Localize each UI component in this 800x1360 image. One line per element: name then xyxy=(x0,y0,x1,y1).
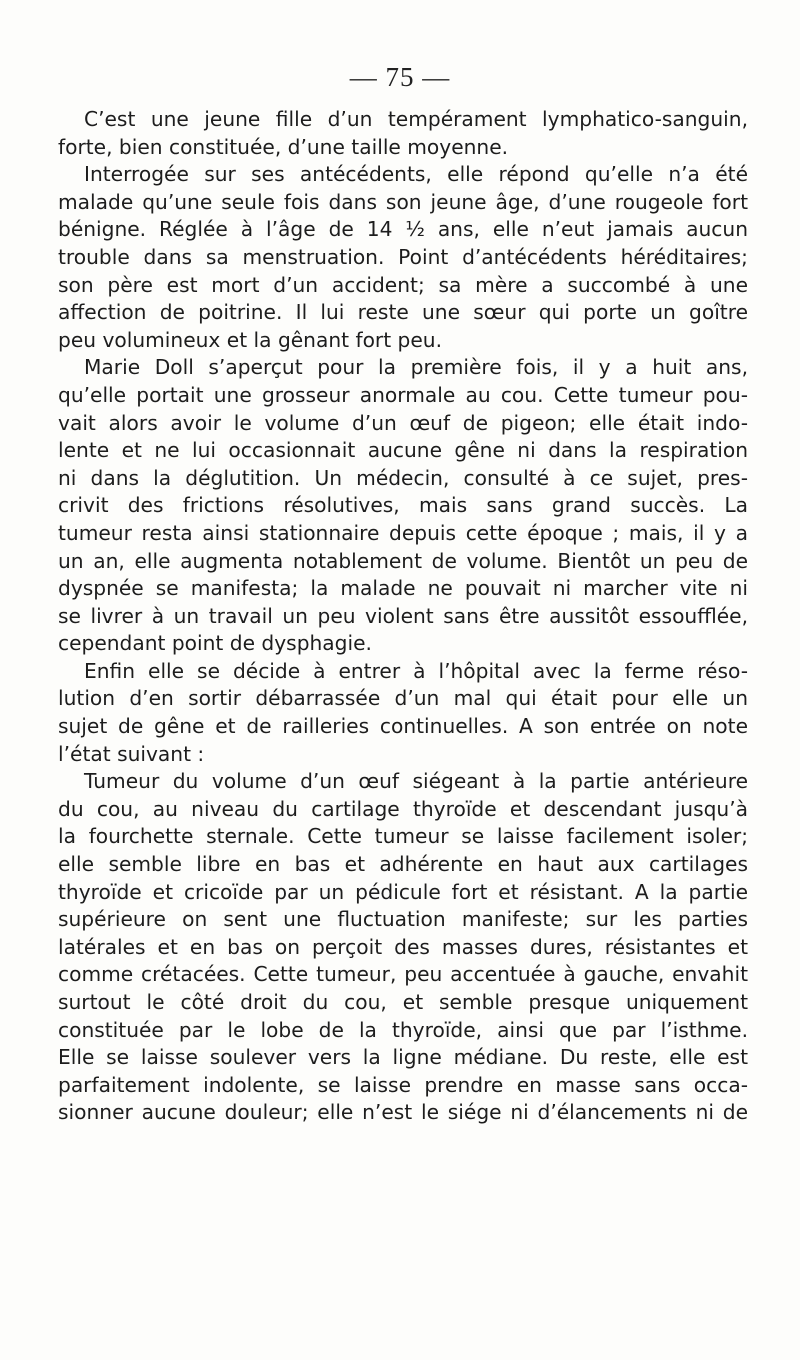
text-line: Tumeur du volume d’un œuf siégeant à la partie antérieure xyxy=(84,769,748,794)
text-line: trouble dans sa menstruation. Point d’antécédents héréditaires; xyxy=(58,244,748,269)
text-line: crivit des frictions résolutives, mais sans grand succès. La xyxy=(58,493,748,518)
text-line: Marie Doll s’aperçut pour la première fois, il y a huit ans, xyxy=(84,355,748,380)
text-line: sionner aucune douleur; elle n’est le siége ni d’élancements ni de xyxy=(58,1100,748,1125)
text-line: affection de poitrine. Il lui reste une sœur qui porte un goître xyxy=(58,300,748,325)
text-line: ni dans la déglutition. Un médecin, consulté à ce sujet, pres- xyxy=(58,465,748,490)
text-line: lution d’en sortir débarrassée d’un mal qui était pour elle un xyxy=(58,686,748,711)
text-line: son père est mort d’un accident; sa mère a succombé à une xyxy=(58,272,748,297)
text-line: Enfin elle se décide à entrer à l’hôpital avec la ferme réso- xyxy=(84,658,748,683)
text-line: la fourchette sternale. Cette tumeur se laisse facilement isoler; xyxy=(58,824,748,849)
text-line: elle semble libre en bas et adhérente en haut aux cartilages xyxy=(58,852,748,877)
text-line: malade qu’une seule fois dans son jeune âge, d’une rougeole fort xyxy=(58,189,748,214)
text-line: parfaitement indolente, se laisse prendre en masse sans occa- xyxy=(58,1072,748,1097)
text-line: Interrogée sur ses antécédents, elle répond qu’elle n’a été xyxy=(84,162,748,187)
text-line: forte, bien constituée, d’une taille moyenne. xyxy=(58,134,509,159)
page-number: — 75 — xyxy=(349,62,451,92)
text-line: se livrer à un travail un peu violent sans être aussitôt essoufflée, xyxy=(58,603,748,628)
text-line: C’est une jeune fille d’un tempérament lymphatico-sanguin, xyxy=(84,107,748,131)
text-line: dyspnée se manifesta; la malade ne pouvait ni marcher vite ni xyxy=(58,576,748,601)
text-line: latérales et en bas on perçoit des masses dures, résistantes et xyxy=(58,934,748,959)
text-line: supérieure on sent une fluctuation manifeste; sur les parties xyxy=(58,907,748,932)
text-line: surtout le côté droit du cou, et semble presque uniquement xyxy=(58,990,748,1014)
text-line: du cou, au niveau du cartilage thyroïde et descendant jusqu’à xyxy=(58,796,748,821)
body-text xyxy=(58,106,748,1127)
text-line: un an, elle augmenta notablement de volume. Bientôt un peu de xyxy=(58,548,748,573)
text-line: peu volumineux et la gênant fort peu. xyxy=(58,327,443,352)
text-line: lente et ne lui occasionnait aucune gêne ni dans la respiration xyxy=(58,438,748,463)
text-line: cependant point de dysphagie. xyxy=(58,631,372,656)
text-line: vait alors avoir le volume d’un œuf de pigeon; elle était indo- xyxy=(58,410,748,435)
text-line: tumeur resta ainsi stationnaire depuis cette époque ; mais, il y a xyxy=(58,520,748,545)
text-line: l’état suivant : xyxy=(58,741,205,766)
text-line: qu’elle portait une grosseur anormale au cou. Cette tumeur pou- xyxy=(58,382,748,407)
text-line: sujet de gêne et de railleries continuelles. A son entrée on note xyxy=(58,714,748,739)
text-line: constituée par le lobe de la thyroïde, ainsi que par l’isthme. xyxy=(58,1017,748,1042)
text-line: thyroïde et cricoïde par un pédicule fort et résistant. A la partie xyxy=(58,879,748,904)
text-line: Elle se laisse soulever vers la ligne médiane. Du reste, elle est xyxy=(58,1045,748,1070)
text-line: bénigne. Réglée à l’âge de 14 ½ ans, elle n’eut jamais aucun xyxy=(58,217,748,242)
text-line: comme crétacées. Cette tumeur, peu accentuée à gauche, envahit xyxy=(58,962,748,987)
